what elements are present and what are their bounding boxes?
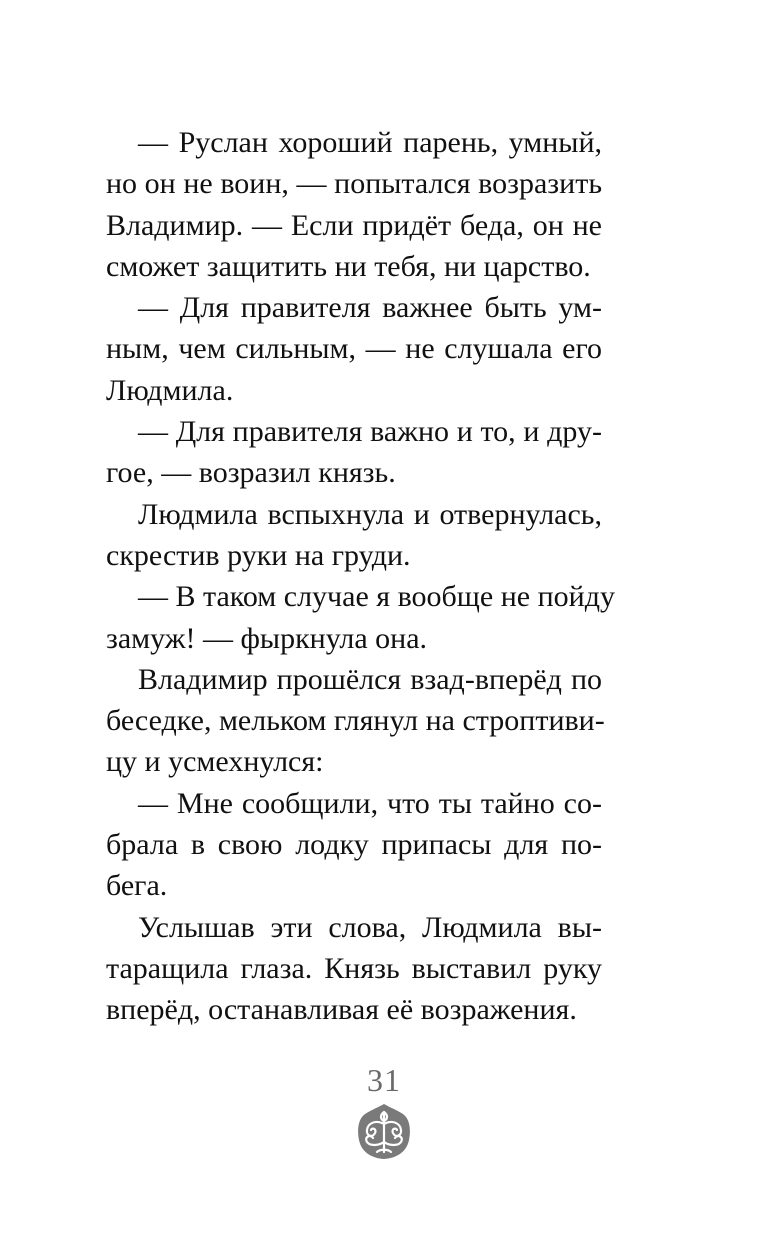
text-line: — Для правителя важно и то, и дру- [138,415,602,449]
text-line: ным, чем сильным, — не слушала его [106,332,602,366]
paragraph-5 [106,576,615,659]
text-line: беседке, мельком глянул на строптиви- [106,704,605,738]
text-line: Людмила вспыхнула и отвернулась, [138,497,602,531]
text-line: брала в свою лодку припасы для по- [106,828,602,862]
text-line: сможет защитить ни тебя, ни царство. [106,249,591,283]
paragraph-4 [106,494,602,577]
page-number: 31 [367,1062,401,1098]
text-line: цу и усмехнулся: [106,745,324,779]
paragraph-7 [106,783,602,907]
text-line: Владимир прошёлся взад-вперёд по [138,662,602,696]
paragraph-6 [106,659,605,783]
text-line: — Для правителя важнее быть ум- [138,291,602,325]
text-line: Владимир. — Если придёт беда, он не [106,208,602,242]
page-body [106,122,615,1031]
text-line: гое, — возразил князь. [106,456,396,490]
paragraph-8 [106,907,602,1031]
text-line: таращила глаза. Князь выставил руку [106,951,602,985]
text-line: — Мне сообщили, что ты тайно со- [138,786,602,820]
text-line: вперёд, останавливая её возражения. [106,993,577,1027]
paragraph-3 [106,411,602,494]
text-line: Людмила. [106,373,234,407]
paragraph-2 [106,287,602,411]
text-line: скрестив руки на груди. [106,538,411,572]
floral-ornament-icon [353,1100,415,1162]
paragraph-1 [106,122,602,287]
text-line: бега. [106,869,168,903]
text-line: замуж! — фыркнула она. [106,621,428,655]
text-line: Услышав эти слова, Людмила вы- [138,910,602,944]
page-footer [0,1062,768,1162]
text-line: — Руслан хороший парень, умный, [138,126,602,159]
text-line: но он не воин, — попытался возразить [106,167,602,201]
text-line: — В таком случае я вообще не пойду [138,580,615,614]
